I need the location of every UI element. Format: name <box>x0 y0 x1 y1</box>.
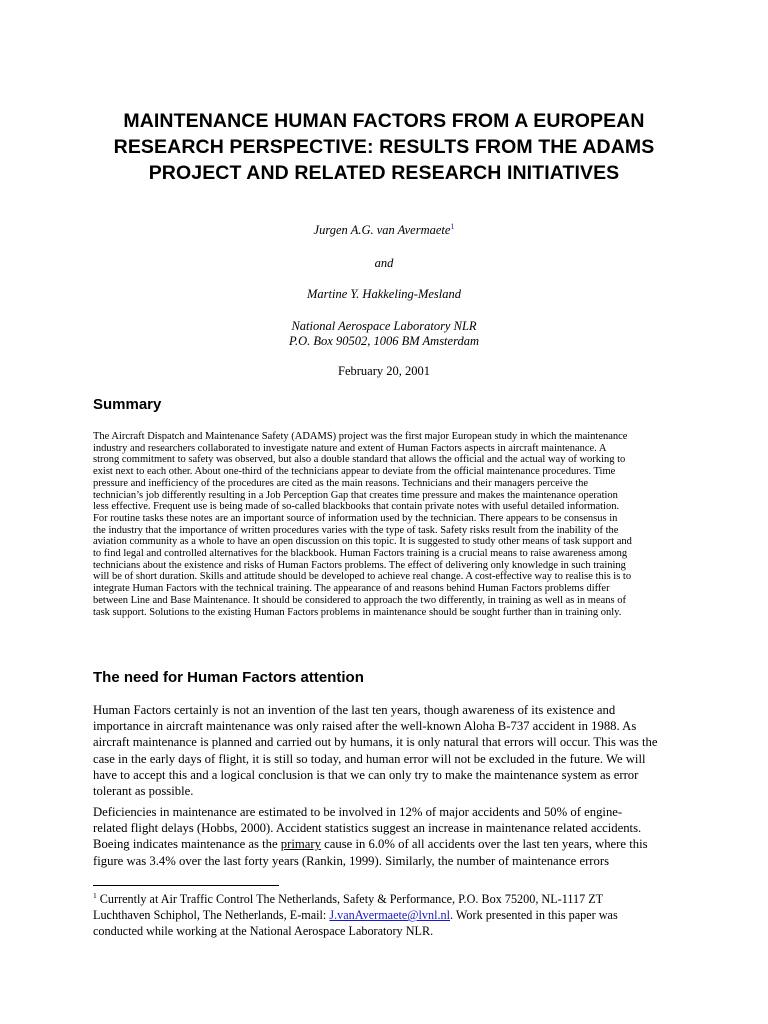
author-2: Martine Y. Hakkeling-Mesland <box>306 287 462 301</box>
abstract-line: the industry that the importance of written procedures varies with the type of task. Safety risks result from the inability of the <box>93 524 619 536</box>
footnote-line <box>93 907 693 923</box>
abstract-line: pressure and inefficiency of the procedures are cited as the main reasons. Technicians and their managers perceive the <box>93 477 589 489</box>
section-heading: The need for Human Factors attention <box>93 669 364 686</box>
summary-abstract <box>93 431 685 618</box>
line-text: Currently at Air Traffic Control The Netherlands, Safety & Performance, P.O. Box 75200, NL-1117 ZT <box>96 892 604 906</box>
paragraph-line: importance in aircraft maintenance was only raised after the well-known Aloha B-737 accident in 1988. As <box>93 719 637 734</box>
footnote-mark: 1 <box>93 890 97 900</box>
email-link[interactable]: J.vanAvermaete@lvnl.nl <box>329 908 451 922</box>
line-text: cause in 6.0% of all accidents over the last ten years, where this <box>320 837 648 852</box>
footnote-reference-mark[interactable]: 1 <box>450 221 455 231</box>
paper-title: MAINTENANCE HUMAN FACTORS FROM A EUROPEAN RESEARCH PERSPECTIVE: RESULTS FROM THE ADAMS PROJECT AND RELATED RESEARCH INITIATIVES <box>113 110 655 184</box>
paragraph-line: related flight delays (Hobbs, 2000). Accident statistics suggest an increase in maintenance related accidents. <box>93 821 642 836</box>
abstract-line: aviation community as a whole to have an open discussion on this topic. It is suggested to study other means of task support and <box>93 536 632 548</box>
section-paragraph-1 <box>93 702 685 799</box>
line-text: Boeing indicates maintenance as the <box>93 837 281 852</box>
line-text: . Work presented in this paper was <box>450 908 618 922</box>
abstract-line: between Line and Base Maintenance. It should be considered to approach the two differently, in training as well as in means of <box>93 594 626 606</box>
author-conjunction: and <box>374 256 394 270</box>
footnote <box>93 891 693 939</box>
underlined-word: primary <box>280 837 321 852</box>
paragraph-line: have to accept this and a logical conclusion is that we can only try to make the maintenance system as error <box>93 767 639 782</box>
publication-date: February 20, 2001 <box>338 364 430 378</box>
paragraph-line: case in the early days of flight, it is still so today, and human error will not be excluded in the future. We will <box>93 751 646 766</box>
paragraph-line: tolerant as possible. <box>93 784 194 799</box>
author-1-name: Jurgen A.G. van Avermaete <box>313 223 451 237</box>
section-paragraph-2 <box>93 804 685 869</box>
footnote-line <box>93 891 693 907</box>
affiliation-line-2: P.O. Box 90502, 1006 BM Amsterdam <box>288 334 480 348</box>
abstract-line: industry and researchers collaborated to investigate nature and extent of Human Factors aspects in aircraft maintenance. A <box>93 442 607 454</box>
abstract-line: technician’s job differently resulting in a Job Perception Gap that creates time pressure and makes the maintenance operation <box>93 489 618 501</box>
abstract-line: integrate Human Factors with the technical training. The appearance of and reasons behind Human Factors problems differ <box>93 583 610 595</box>
abstract-line: technicians about the existence and risks of Human Factors problems. The effect of delivering only knowledge in such training <box>93 559 626 571</box>
abstract-line: strong commitment to safety was observed, but also a double standard that allows the official and the actual way of working to <box>93 454 626 466</box>
paragraph-line: figure was 3.4% over the last forty years (Rankin, 1999). Similarly, the number of maintenance errors <box>93 853 610 868</box>
abstract-line: task support. Solutions to the existing Human Factors problems in maintenance should be sought further than in training only. <box>93 606 622 618</box>
author-1 <box>0 221 768 239</box>
paragraph-line: Deficiencies in maintenance are estimated to be involved in 12% of major accidents and 50% of engine- <box>93 805 623 819</box>
affiliation-line-1: National Aerospace Laboratory NLR <box>291 319 477 333</box>
footnote-divider <box>93 885 279 886</box>
summary-heading: Summary <box>93 396 162 413</box>
abstract-line: exist next to each other. About one-third of the technicians appear to deviate from the official maintenance procedures. Time <box>93 466 616 478</box>
paragraph-line: Human Factors certainly is not an invention of the last ten years, though awareness of its existence and <box>93 703 616 717</box>
abstract-line: to find legal and controlled alternatives for the blackbook. Human Factors training is a crucial means to raise awareness among <box>93 548 628 560</box>
abstract-line: less effective. Frequent use is being made of so-called blackbooks that contain private notes with useful detailed information. <box>93 501 620 513</box>
abstract-line: will be of short duration. Skills and attitude should be developed to achieve real change. A cost-effective way to realise this is to <box>93 571 632 583</box>
footnote-line: conducted while working at the National Aerospace Laboratory NLR. <box>93 924 434 938</box>
abstract-line: The Aircraft Dispatch and Maintenance Safety (ADAMS) project was the first major European study in which the maintenance <box>93 431 628 442</box>
paragraph-line <box>93 836 685 852</box>
abstract-line: For routine tasks these notes are an important source of information used by the technician. There appears to be consensus in <box>93 512 618 524</box>
line-text: Luchthaven Schiphol, The Netherlands, E-mail: <box>93 908 330 922</box>
paragraph-line: aircraft maintenance is planned and carried out by humans, it is only natural that errors will occur. This was the <box>93 735 658 750</box>
